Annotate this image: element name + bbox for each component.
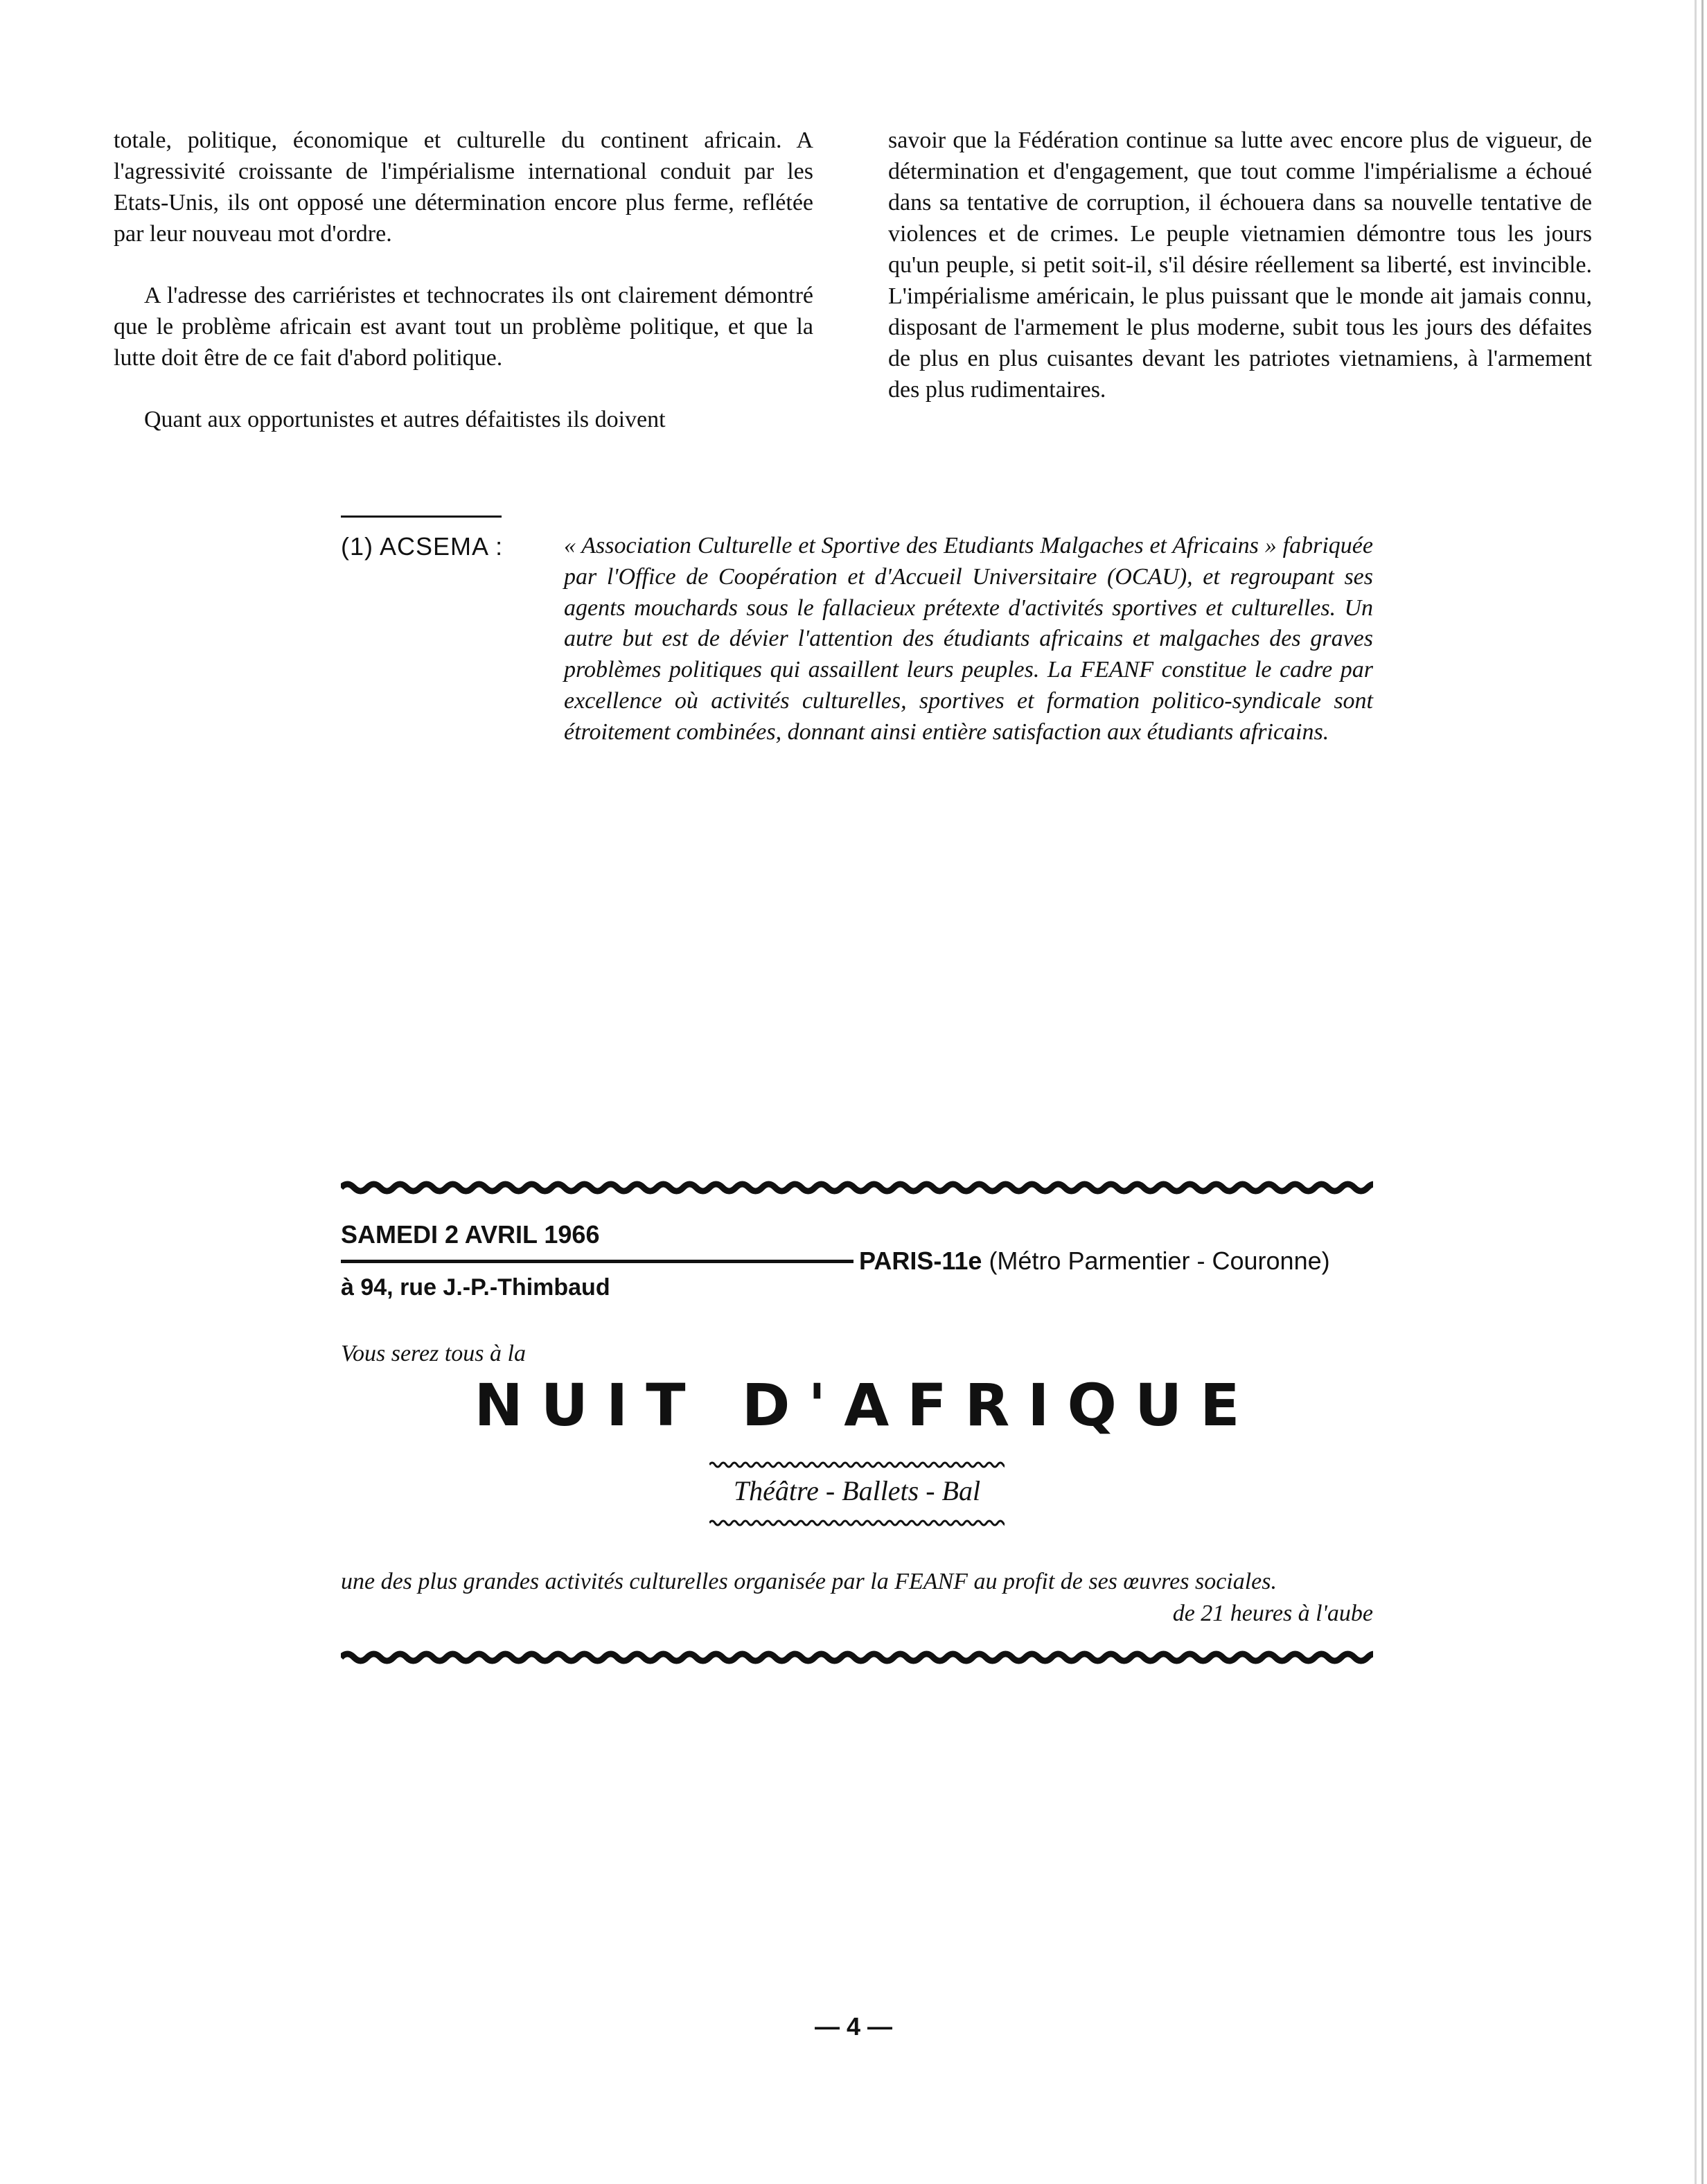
scan-edge [1695,0,1697,2184]
event-date: SAMEDI 2 AVRIL 1966 [341,1220,600,1249]
event-invite: Vous serez tous à la [341,1341,526,1366]
event-hours: de 21 heures à l'aube [1172,1601,1373,1626]
left-column [114,125,813,466]
footnote-text: « Association Culturelle et Sportive des Etudiants Malgaches et Africains » fabriquée par l'Office de Coopération et d'Accueil Universitaire (OCAU), et regroupant ses agents mouchards sous le fallacieux prétexte d'activités sportives et culturelles. Un autre but est de dévier l'attention des étudiants africains et malgaches des graves problèmes politiques qui assaillent leurs peuples. La FEANF constitue le cadre par excellence où activités culturelles, sportives et formation politico-syndicale sont étroitement combinées, donnant ainsi entière satisfaction aux étudiants africains. [564,533,1373,745]
right-column [888,125,1592,436]
wave-border-bottom [341,1648,1373,1667]
small-wave-top [709,1458,1005,1472]
event-announcement [341,1178,1373,1677]
event-program: Théâtre - Ballets - Bal [733,1475,981,1506]
right-paragraph-1: savoir que la Fédération continue sa lutte avec encore plus de vigueur, de détermination et d'engagement, que tout comme l'impérialisme a échoué dans sa tentative de corruption, il échouera dans sa nouvelle tentative de violences et de crimes. Le peuple vietnamien démontre tous les jours qu'un peuple, si petit soit-il, s'il désire réellement sa liberté, est invincible. L'impérialisme américain, le plus puissant que le monde ait jamais connu, disposant de l'armement le plus moderne, subit tous les jours des défaites de plus en plus cuisantes devant les patriotes vietnamiens, à l'armement des plus rudimentaires. [888,127,1592,403]
left-paragraph-3: Quant aux opportunistes et autres défaitistes ils doivent [144,407,666,432]
footnote-rule [341,516,502,518]
event-city: PARIS-11e [859,1247,982,1275]
event-description: une des plus grandes activités culturelles organisée par la FEANF au profit de ses œuvres sociales. [341,1569,1277,1594]
date-rule [341,1260,854,1263]
footnote-marker: (1) ACSEMA : [341,532,504,561]
scan-edge-dark [1701,0,1704,2184]
event-title: NUIT D'AFRIQUE [474,1371,1258,1439]
event-address: à 94, rue J.-P.-Thimbaud [341,1274,610,1301]
event-place [859,1246,1330,1276]
wave-border-top [341,1178,1373,1197]
event-metro: (Métro Parmentier - Couronne) [989,1247,1330,1275]
left-paragraph-1: totale, politique, économique et culturelle du continent africain. A l'agressivité croissante de l'impérialisme international conduit par les Etats-Unis, ils ont opposé une détermination encore plus ferme, reflétée par leur nouveau mot d'ordre. [114,127,813,247]
left-paragraph-2: A l'adresse des carriéristes et technocrates ils ont clairement démontré que le problème africain est avant tout un problème politique, et que la lutte doit être de ce fait d'abord politique. [114,283,813,371]
page-number: — 4 — [814,2012,893,2041]
small-wave-bottom [709,1516,1005,1530]
